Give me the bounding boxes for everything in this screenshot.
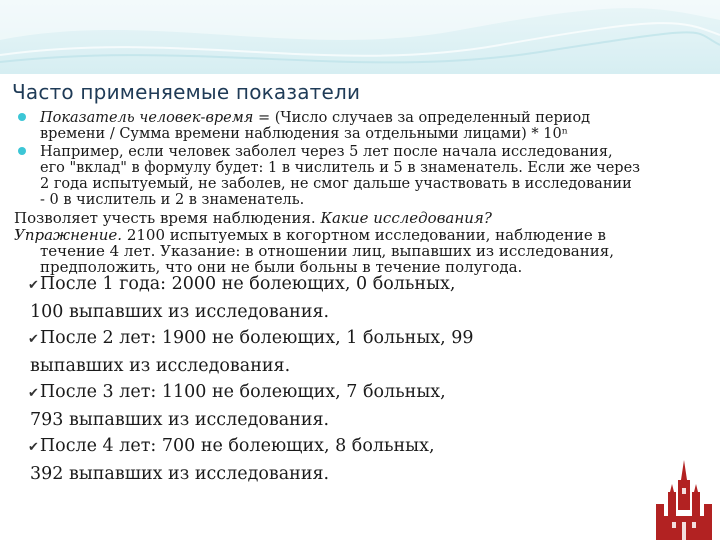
exercise-label: Упражнение.: [14, 226, 123, 244]
bullet-example: Например, если человек заболел через 5 лет после начала исследования, его "вклад" в формулу будет: 1 в числитель и 5 в знаменатель. Если же через 2 года испытуемый, не заболев, не смог дальше участвовать в исследовании - 0 в числитель и 2 в знаменатель.: [14, 144, 704, 208]
allows-paragraph: Позволяет учесть время наблюдения. Какие исследования?: [14, 209, 492, 227]
check-item-year-2: ✔После 2 лет: 1900 не болеющих, 1 больных, 99 выпавших из исследования.: [28, 328, 474, 376]
bullet-dot-icon: [18, 113, 26, 121]
check-item-year-1: ✔После 1 года: 2000 не болеющих, 0 больных, 100 выпавших из исследования.: [28, 274, 456, 322]
term-person-time: Показатель человек-время: [40, 110, 254, 126]
bullet-dot-icon: [18, 147, 26, 155]
check-mark-icon: ✔: [28, 278, 39, 293]
exercise-paragraph: Упражнение. 2100 испытуемых в когортном исследовании, наблюдение в течение 4 лет. Указание: в отношении лиц, выпавших из исследования, предположить, что они не были больны в течение полугода.: [14, 226, 614, 276]
question-which-studies: Какие исследования?: [320, 209, 492, 227]
wave-decoration-icon: [0, 0, 720, 74]
check-mark-icon: ✔: [28, 332, 39, 347]
check-item-year-3: ✔После 3 лет: 1100 не болеющих, 7 больных, 793 выпавших из исследования.: [28, 382, 446, 430]
checklist: [14, 271, 704, 487]
slide-title: Часто применяемые показатели: [12, 80, 361, 104]
check-mark-icon: ✔: [28, 386, 39, 401]
check-item-year-4: ✔После 4 лет: 700 не болеющих, 8 больных, 392 выпавших из исследования.: [28, 436, 435, 484]
header-band: [0, 0, 720, 74]
slide-body: [14, 110, 704, 487]
check-mark-icon: ✔: [28, 440, 39, 455]
university-building-logo: [648, 458, 720, 540]
bullet-person-time: Показатель человек-время = (Число случаев за определенный период времени / Сумма времени наблюдения за отдельными лицами) * 10ⁿ: [14, 110, 704, 142]
